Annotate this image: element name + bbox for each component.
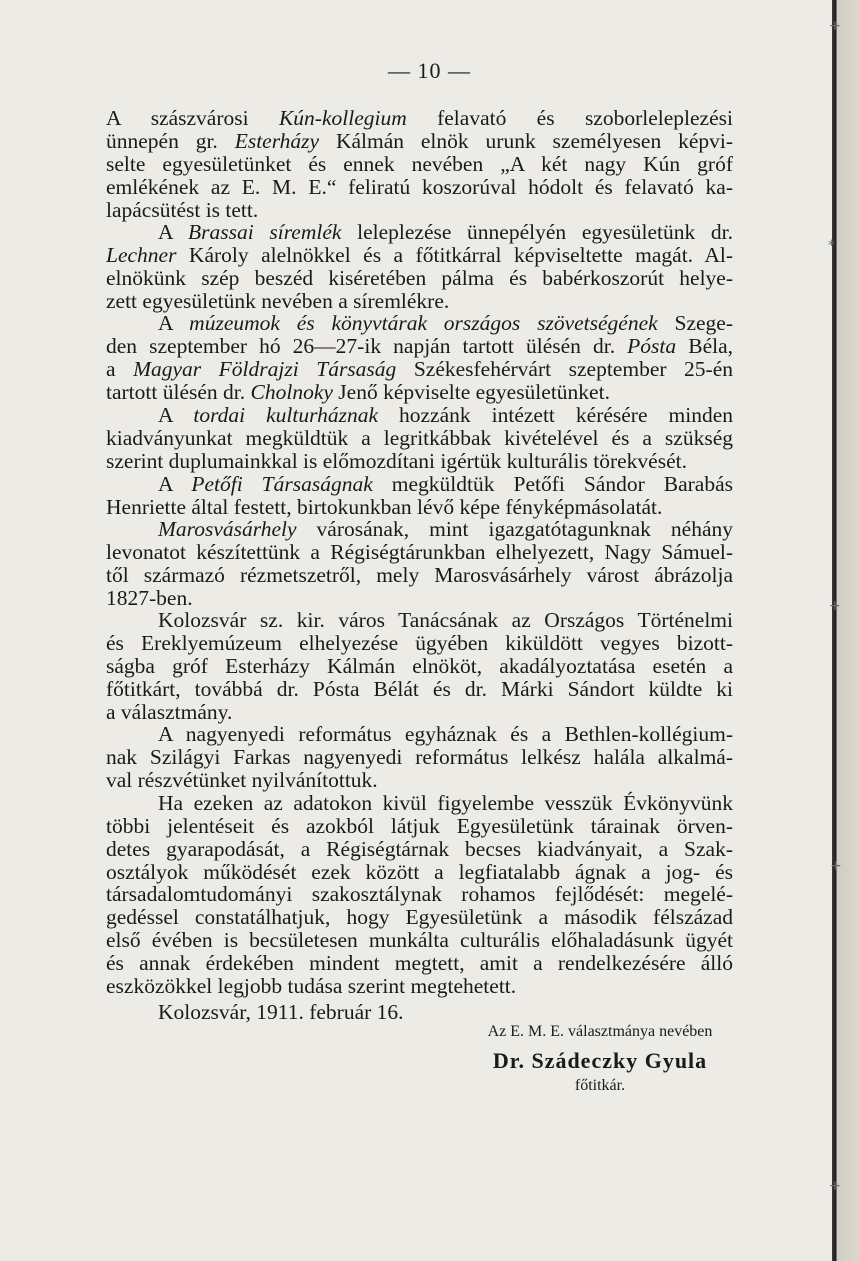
text-segment: Szege-	[657, 311, 733, 335]
text-line	[106, 357, 733, 381]
text-segment: detes gyarapodását, a Régiségtárnak becses kiadványait, a Szak-	[106, 837, 733, 861]
text-segment: től származó rézmetszetről, mely Marosvásárhely várost ábrázolja	[106, 563, 733, 587]
text-line	[106, 403, 733, 427]
text-line	[106, 1000, 733, 1024]
text-segment: ságba gróf Esterházy Kálmán elnököt, akadályoztatása esetén a	[106, 654, 733, 678]
text-segment: társadalomtudományi szakosztálynak rohamos fejlődését: megelé-	[106, 882, 733, 906]
emphasized-name: Petőfi Társaságnak	[191, 472, 373, 496]
text-line	[106, 814, 733, 838]
text-line	[106, 791, 733, 815]
text-line	[106, 129, 733, 153]
text-segment: felavató és szoborleleplezési	[406, 106, 733, 130]
text-segment: szerint duplumainkkal is előmozdítani igértük kulturális törekvését.	[106, 449, 687, 473]
emphasized-name: Pósta	[627, 334, 677, 358]
signature-title: főtitkár.	[574, 1077, 626, 1094]
text-line	[106, 289, 733, 313]
text-segment: elnökünk szép beszéd kiséretében pálma és babérkoszorút helye-	[106, 266, 733, 290]
text-segment: A	[158, 220, 189, 244]
text-segment: és Ereklyemúzeum elhelyezése ügyében kiküldött vegyes bizott-	[106, 631, 733, 655]
text-segment: Kolozsvár, 1911. február 16.	[158, 1000, 404, 1024]
text-line	[106, 198, 733, 222]
text-segment: leleplezése ünnepélyén egyesületünk dr.	[341, 220, 733, 244]
text-line	[106, 882, 733, 906]
text-segment: Henriette által festett, birtokunkban lévő képe fényképmásolatát.	[106, 495, 663, 519]
text-segment: A szászvárosi	[106, 106, 279, 130]
text-line	[106, 563, 733, 587]
text-segment: zett egyesületünk nevében a síremlékre.	[106, 289, 450, 313]
text-line	[106, 608, 733, 632]
text-line	[106, 586, 733, 610]
text-line	[106, 311, 733, 335]
text-line	[106, 677, 733, 701]
text-line	[106, 220, 733, 244]
text-segment: levonatot készítettünk a Régiségtárunkban elhelyezett, Nagy Sámuel-	[106, 540, 733, 564]
text-line	[106, 905, 733, 929]
text-line	[106, 449, 733, 473]
text-segment: főtitkárt, továbbá dr. Pósta Bélát és dr. Márki Sándort küldte ki	[106, 677, 733, 701]
text-segment: és annak érdekében mindent megtett, amit a rendelkezésére álló	[106, 951, 733, 975]
text-line	[106, 243, 733, 267]
text-segment: den szeptember hó 26—27-ik napján tartott ülésén dr.	[106, 334, 628, 358]
text-line	[106, 266, 733, 290]
text-segment: eszközökkel legjobb tudása szerint megtehetett.	[106, 974, 517, 998]
text-segment: többi jelentéseit és azokból látjuk Egyesületünk tárainak örven-	[106, 814, 733, 838]
signature-organization: Az E. M. E. választmánya nevében	[487, 1023, 713, 1040]
text-line	[106, 654, 733, 678]
emphasized-name: Cholnoky	[250, 380, 333, 404]
edge-mark: *	[828, 238, 835, 254]
text-segment: A	[158, 311, 190, 335]
emphasized-name: Magyar Földrajzi Társaság	[133, 357, 397, 381]
text-line	[106, 517, 733, 541]
text-line	[106, 700, 733, 724]
emphasized-name: Lechner	[106, 243, 177, 267]
text-segment: Jenő képviselte egyesületünket.	[332, 380, 610, 404]
text-segment: kiadványunkat megküldtük a legritkábbak kivételével és a szükség	[106, 426, 733, 450]
text-line	[106, 860, 733, 884]
text-line	[106, 106, 733, 130]
text-segment: városának, mint igazgatótagunknak néhány	[296, 517, 733, 541]
text-line	[106, 722, 733, 746]
edge-mark: +	[830, 858, 842, 874]
text-segment: első évében is becsületesen munkálta culturális előhaladásunk ügyét	[106, 928, 733, 952]
text-segment: tartott ülésén dr.	[106, 380, 251, 404]
text-line	[106, 768, 733, 792]
text-segment: ünnepén gr.	[106, 129, 235, 153]
text-line	[106, 745, 733, 769]
text-segment: nak Szilágyi Farkas nagyenyedi református lelkész halála alkalmá-	[106, 745, 733, 769]
text-segment: A	[158, 403, 194, 427]
text-segment: emlékének az E. M. E.“ feliratú koszorúval hódolt és felavató ka-	[106, 175, 733, 199]
text-line	[106, 928, 733, 952]
text-segment: Kálmán elnök urunk személyesen képvi-	[319, 129, 733, 153]
emphasized-name: múzeumok és könyvtárak országos szövetségének	[189, 311, 658, 335]
emphasized-name: Kún-kollegium	[278, 106, 407, 130]
text-line	[106, 380, 733, 404]
text-segment: a	[106, 357, 134, 381]
text-line	[106, 951, 733, 975]
page-edge	[828, 0, 859, 1261]
text-segment: Székesfehérvárt szeptember 25-én	[396, 357, 733, 381]
text-segment: A	[158, 472, 192, 496]
emphasized-name: Esterházy	[234, 129, 320, 153]
text-line	[106, 540, 733, 564]
text-segment: Kolozsvár sz. kir. város Tanácsának az Országos Történelmi	[158, 608, 733, 632]
text-segment: a választmány.	[106, 700, 233, 724]
text-line	[106, 175, 733, 199]
text-segment: gedéssel constatálhatjuk, hogy Egyesületünk a második félszázad	[106, 905, 733, 929]
text-segment: megküldtük Petőfi Sándor Barabás	[372, 472, 733, 496]
signature-name: Dr. Szádeczky Gyula	[492, 1048, 708, 1073]
text-line	[106, 426, 733, 450]
text-line	[106, 837, 733, 861]
edge-mark: +	[829, 598, 841, 614]
text-line	[106, 152, 733, 176]
text-segment: A nagyenyedi református egyháznak és a Bethlen-kollégium-	[158, 722, 733, 746]
text-segment: Károly alelnökkel és a főtitkárral képviseltette magát. Al-	[176, 243, 733, 267]
emphasized-name: tordai kulturháznak	[193, 403, 378, 427]
text-segment: Ha ezeken az adatokon kivül figyelembe vesszük Évkönyvünk	[158, 791, 733, 815]
page-number: — 10 —	[388, 58, 471, 83]
text-line	[106, 631, 733, 655]
text-segment: selte egyesületünket és ennek nevében „A két nagy Kún gróf	[106, 152, 733, 176]
text-segment: osztályok működését ezek között a legfiatalabb ágnak a jog- és	[106, 860, 733, 884]
text-line	[106, 472, 733, 496]
text-segment: 1827-ben.	[106, 586, 193, 610]
text-segment: Béla,	[676, 334, 733, 358]
edge-mark: +	[829, 18, 841, 34]
text-line	[106, 974, 733, 998]
edge-mark: +	[829, 1178, 841, 1194]
text-line	[106, 334, 733, 358]
emphasized-name: Brassai síremlék	[188, 220, 342, 244]
text-segment: hozzánk intézett kérésére minden	[378, 403, 733, 427]
text-segment: val részvétünket nyilvánítottuk.	[106, 768, 378, 792]
text-line	[106, 495, 733, 519]
emphasized-name: Marosvásárhely	[158, 517, 297, 541]
text-segment: lapácsütést is tett.	[106, 198, 259, 222]
